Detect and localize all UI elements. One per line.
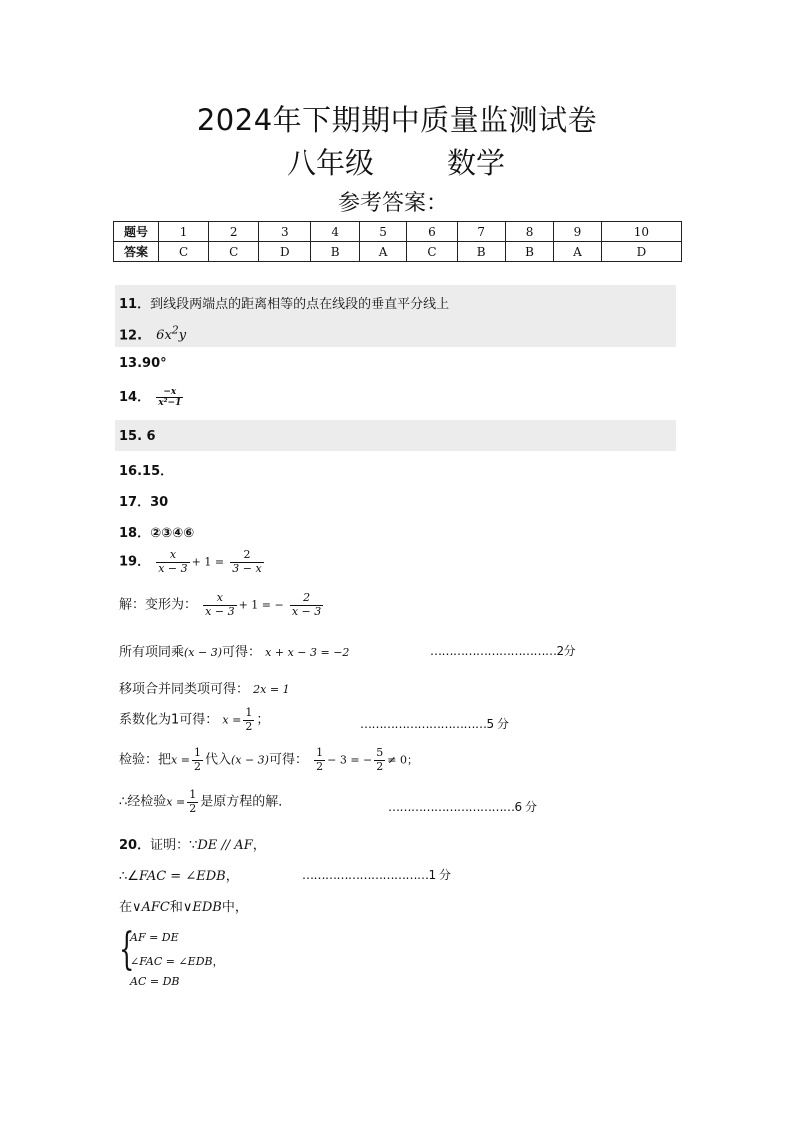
fraction: $\frac{2}{x - 3}$ xyxy=(291,591,322,618)
table-cell: 2 xyxy=(209,222,259,242)
fraction: $\frac{5}{2}$ xyxy=(376,746,384,773)
operator: + 1 = − xyxy=(238,598,284,612)
step-label: 证明：∵ xyxy=(150,838,198,853)
answer-15: 15. 6 xyxy=(119,429,156,444)
step-label: ∴∠ xyxy=(119,869,139,884)
table-cell: C xyxy=(407,242,457,262)
answer-17: 17．30 xyxy=(119,495,169,510)
math-expression: ∠FAC = ∠EDB xyxy=(130,955,213,968)
math-expression: x + x − 3 = −2 xyxy=(265,646,350,659)
subject-label: 数学 xyxy=(447,146,506,180)
step-label: 代入 xyxy=(204,752,231,768)
table-header-number: 题号 xyxy=(114,222,159,242)
step-label: 在∨ xyxy=(119,900,142,915)
system-line-3: AC = DB xyxy=(130,975,180,988)
step-label: ∴经检验 xyxy=(119,794,167,810)
question-number: 19． xyxy=(119,554,151,570)
answer-13: 13.90° xyxy=(119,356,167,371)
table-cell: 4 xyxy=(311,222,359,242)
score-marker: ……………………………2分 xyxy=(430,644,576,658)
answer-20-line1 xyxy=(119,834,266,853)
answer-table xyxy=(113,221,682,262)
step-label: 是原方程的解． xyxy=(200,794,292,810)
fraction: $\frac{1}{2}$ xyxy=(316,746,324,773)
step-label: 可得： xyxy=(222,645,262,660)
answer-19-step1 xyxy=(119,592,325,618)
punctuation: ； xyxy=(256,712,270,728)
page-title: 2024年下期期中质量监测试卷 xyxy=(196,103,598,137)
table-cell: B xyxy=(457,242,505,262)
punctuation: ， xyxy=(252,838,266,853)
table-cell: C xyxy=(159,242,209,262)
table-cell: 8 xyxy=(505,222,553,242)
answer-14 xyxy=(119,386,185,408)
system-line-2 xyxy=(130,953,224,969)
math-expression: 2x = 1 xyxy=(253,683,290,696)
grade-label: 八年级 xyxy=(287,146,375,180)
table-cell: 9 xyxy=(554,222,602,242)
punctuation: ， xyxy=(225,869,239,884)
brace-symbol: { xyxy=(119,924,135,975)
math-expression: x = xyxy=(171,753,190,767)
table-cell: 7 xyxy=(457,222,505,242)
fraction: $\frac{-x}{\text{x²−1}}$ xyxy=(158,386,182,408)
table-cell: D xyxy=(601,242,681,262)
question-number: 11． xyxy=(119,297,151,312)
table-cell: A xyxy=(554,242,602,262)
operator: − 3 = − xyxy=(327,753,373,767)
step-label: 检验：把 xyxy=(119,752,172,768)
table-cell: D xyxy=(259,242,311,262)
table-row-answers xyxy=(114,242,682,262)
table-cell: B xyxy=(311,242,359,262)
math-expression: DE // AF xyxy=(197,838,253,853)
question-number: 14． xyxy=(119,390,151,405)
answer-19-step4 xyxy=(119,707,269,733)
step-label: 中， xyxy=(221,900,248,915)
question-number: 20． xyxy=(119,838,151,853)
answer-20-line2 xyxy=(119,865,239,884)
question-number: 12. xyxy=(119,328,143,344)
math-expression: (x − 3) xyxy=(230,753,269,767)
answer-20-line3 xyxy=(119,896,248,915)
fraction: $\frac{1}{2}$ xyxy=(189,788,197,815)
table-cell: 1 xyxy=(159,222,209,242)
operator: ≠ 0； xyxy=(387,753,418,767)
answer-16: 16.15． xyxy=(119,464,174,479)
step-label: 和∨ xyxy=(169,900,193,915)
table-header-answer: 答案 xyxy=(114,242,159,262)
step-label: 系数化为1可得： xyxy=(119,712,219,728)
score-marker: ……………………………6 分 xyxy=(388,800,537,814)
score-marker: ……………………………1 分 xyxy=(302,868,451,882)
table-cell: 6 xyxy=(407,222,457,242)
answer-19-step6 xyxy=(119,789,291,815)
math-expression: x = xyxy=(222,713,242,727)
table-cell: 5 xyxy=(359,222,407,242)
math-expression: AFC xyxy=(141,900,170,915)
answer-key-heading: 参考答案： xyxy=(338,191,449,216)
step-label: 移项合并同类项可得： xyxy=(119,682,250,697)
answer-19-step2 xyxy=(119,641,349,660)
step-label: 解：变形为： xyxy=(119,597,198,613)
table-cell: 10 xyxy=(601,222,681,242)
fraction: $\frac{1}{2}$ xyxy=(245,706,253,733)
math-expression: x = xyxy=(166,795,186,809)
math-expression: EDB xyxy=(192,900,222,915)
score-marker: ……………………………5 分 xyxy=(360,717,509,731)
answer-text: 到线段两端点的距离相等的点在线段的垂直平分线上 xyxy=(150,297,450,312)
table-cell: 3 xyxy=(259,222,311,242)
answer-18: 18．②③④⑥ xyxy=(119,526,195,541)
math-expression: FAC = ∠EDB xyxy=(138,869,226,884)
answer-11 xyxy=(119,293,449,312)
operator: + 1 = xyxy=(191,555,225,569)
math-expression: (x − 3) xyxy=(184,646,223,659)
answer-12 xyxy=(119,324,186,343)
answer-19-step3 xyxy=(119,678,290,697)
math-expression: $6x^2y$ xyxy=(156,324,187,344)
table-row-numbers xyxy=(114,222,682,242)
highlight-band xyxy=(115,420,676,451)
table-cell: B xyxy=(505,242,553,262)
fraction: $\frac{2}{3 - x}$ xyxy=(232,548,262,575)
fraction: $\frac{1}{2}$ xyxy=(193,746,201,773)
step-label: 可得： xyxy=(268,752,308,768)
answer-19-step5 xyxy=(119,747,418,773)
table-cell: A xyxy=(359,242,407,262)
step-label: 所有项同乘 xyxy=(119,645,185,660)
table-cell: C xyxy=(209,242,259,262)
fraction: $\frac{x}{x - 3}$ xyxy=(205,591,235,618)
system-line-1: AF = DE xyxy=(130,931,179,944)
punctuation: ， xyxy=(212,955,224,968)
fraction: $\frac{x}{x - 3}$ xyxy=(158,548,188,575)
answer-19-equation xyxy=(119,549,266,575)
